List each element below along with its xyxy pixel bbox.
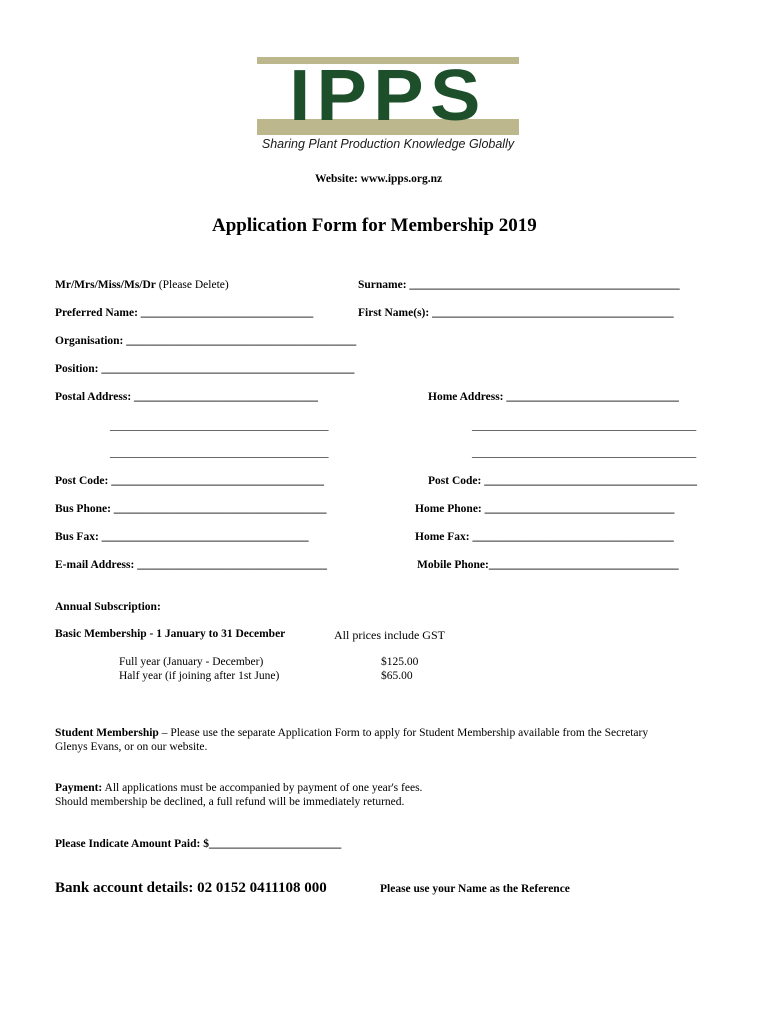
basic-membership-label: Basic Membership - 1 January to 31 December — [55, 628, 286, 640]
bus-phone-field[interactable]: Bus Phone: _____________________________________ — [55, 503, 327, 515]
logo-wordmark: IPPS — [289, 56, 487, 136]
student-membership-line-2: Glenys Evans, or on our website. — [55, 741, 208, 753]
payment-line-2: Should membership be declined, a full refund will be immediately returned. — [55, 796, 405, 808]
home-address-line-3[interactable]: _______________________________________ — [472, 447, 697, 459]
payment-label: Payment: — [55, 782, 103, 794]
payment-text: All applications must be accompanied by payment of one year's fees. — [104, 782, 423, 794]
home-address-field[interactable]: Home Address: ______________________________ — [428, 391, 679, 403]
home-fax-field[interactable]: Home Fax: ___________________________________ — [415, 531, 674, 543]
form-title: Application Form for Membership 2019 — [212, 215, 537, 236]
preferred-name-field[interactable]: Preferred Name: ______________________________ — [55, 307, 314, 319]
logo-tagline: Sharing Plant Production Knowledge Globally — [261, 137, 515, 151]
salutation-field[interactable] — [55, 279, 229, 291]
payment-line-1 — [55, 782, 422, 794]
bank-reference-note: Please use your Name as the Reference — [380, 883, 570, 895]
bus-fax-field[interactable]: Bus Fax: ____________________________________ — [55, 531, 309, 543]
organisation-field[interactable]: Organisation: ________________________________________ — [55, 335, 357, 347]
position-field[interactable]: Position: ____________________________________________ — [55, 363, 355, 375]
half-year-price: $65.00 — [381, 670, 413, 682]
salutation-note: (Please Delete) — [158, 279, 229, 291]
gst-note: All prices include GST — [334, 628, 445, 642]
post-code-right-field[interactable]: Post Code: _____________________________________ — [428, 475, 697, 487]
salutation-label: Mr/Mrs/Miss/Ms/Dr — [55, 279, 156, 291]
full-year-price: $125.00 — [381, 656, 419, 668]
bank-account-details: Bank account details: 02 0152 0411108 000 — [55, 880, 327, 896]
mobile-phone-field[interactable]: Mobile Phone:_________________________________ — [417, 559, 679, 571]
student-membership-text: – Please use the separate Application Form to apply for Student Membership available from the Secretary — [161, 727, 649, 739]
post-code-left-field[interactable]: Post Code: _____________________________________ — [55, 475, 324, 487]
full-year-label: Full year (January - December) — [119, 656, 264, 668]
ipps-logo — [255, 57, 521, 154]
first-names-field[interactable]: First Name(s): __________________________________________ — [358, 307, 674, 319]
postal-address-line-2[interactable]: ______________________________________ — [110, 420, 329, 432]
home-phone-field[interactable]: Home Phone: _________________________________ — [415, 503, 675, 515]
surname-field[interactable]: Surname: _______________________________________________ — [358, 279, 680, 291]
postal-address-line-3[interactable]: ______________________________________ — [110, 447, 329, 459]
email-field[interactable]: E-mail Address: _________________________________ — [55, 559, 327, 571]
website-line: Website: www.ipps.org.nz — [315, 173, 443, 185]
student-membership-label: Student Membership — [55, 727, 159, 739]
postal-address-field[interactable]: Postal Address: ________________________________ — [55, 391, 319, 403]
subscription-heading: Annual Subscription: — [55, 601, 161, 613]
home-address-line-2[interactable]: _______________________________________ — [472, 420, 697, 432]
student-membership-line-1 — [55, 727, 648, 739]
amount-paid-field[interactable]: Please Indicate Amount Paid: $_______________________ — [55, 838, 342, 850]
half-year-label: Half year (if joining after 1st June) — [119, 670, 280, 682]
